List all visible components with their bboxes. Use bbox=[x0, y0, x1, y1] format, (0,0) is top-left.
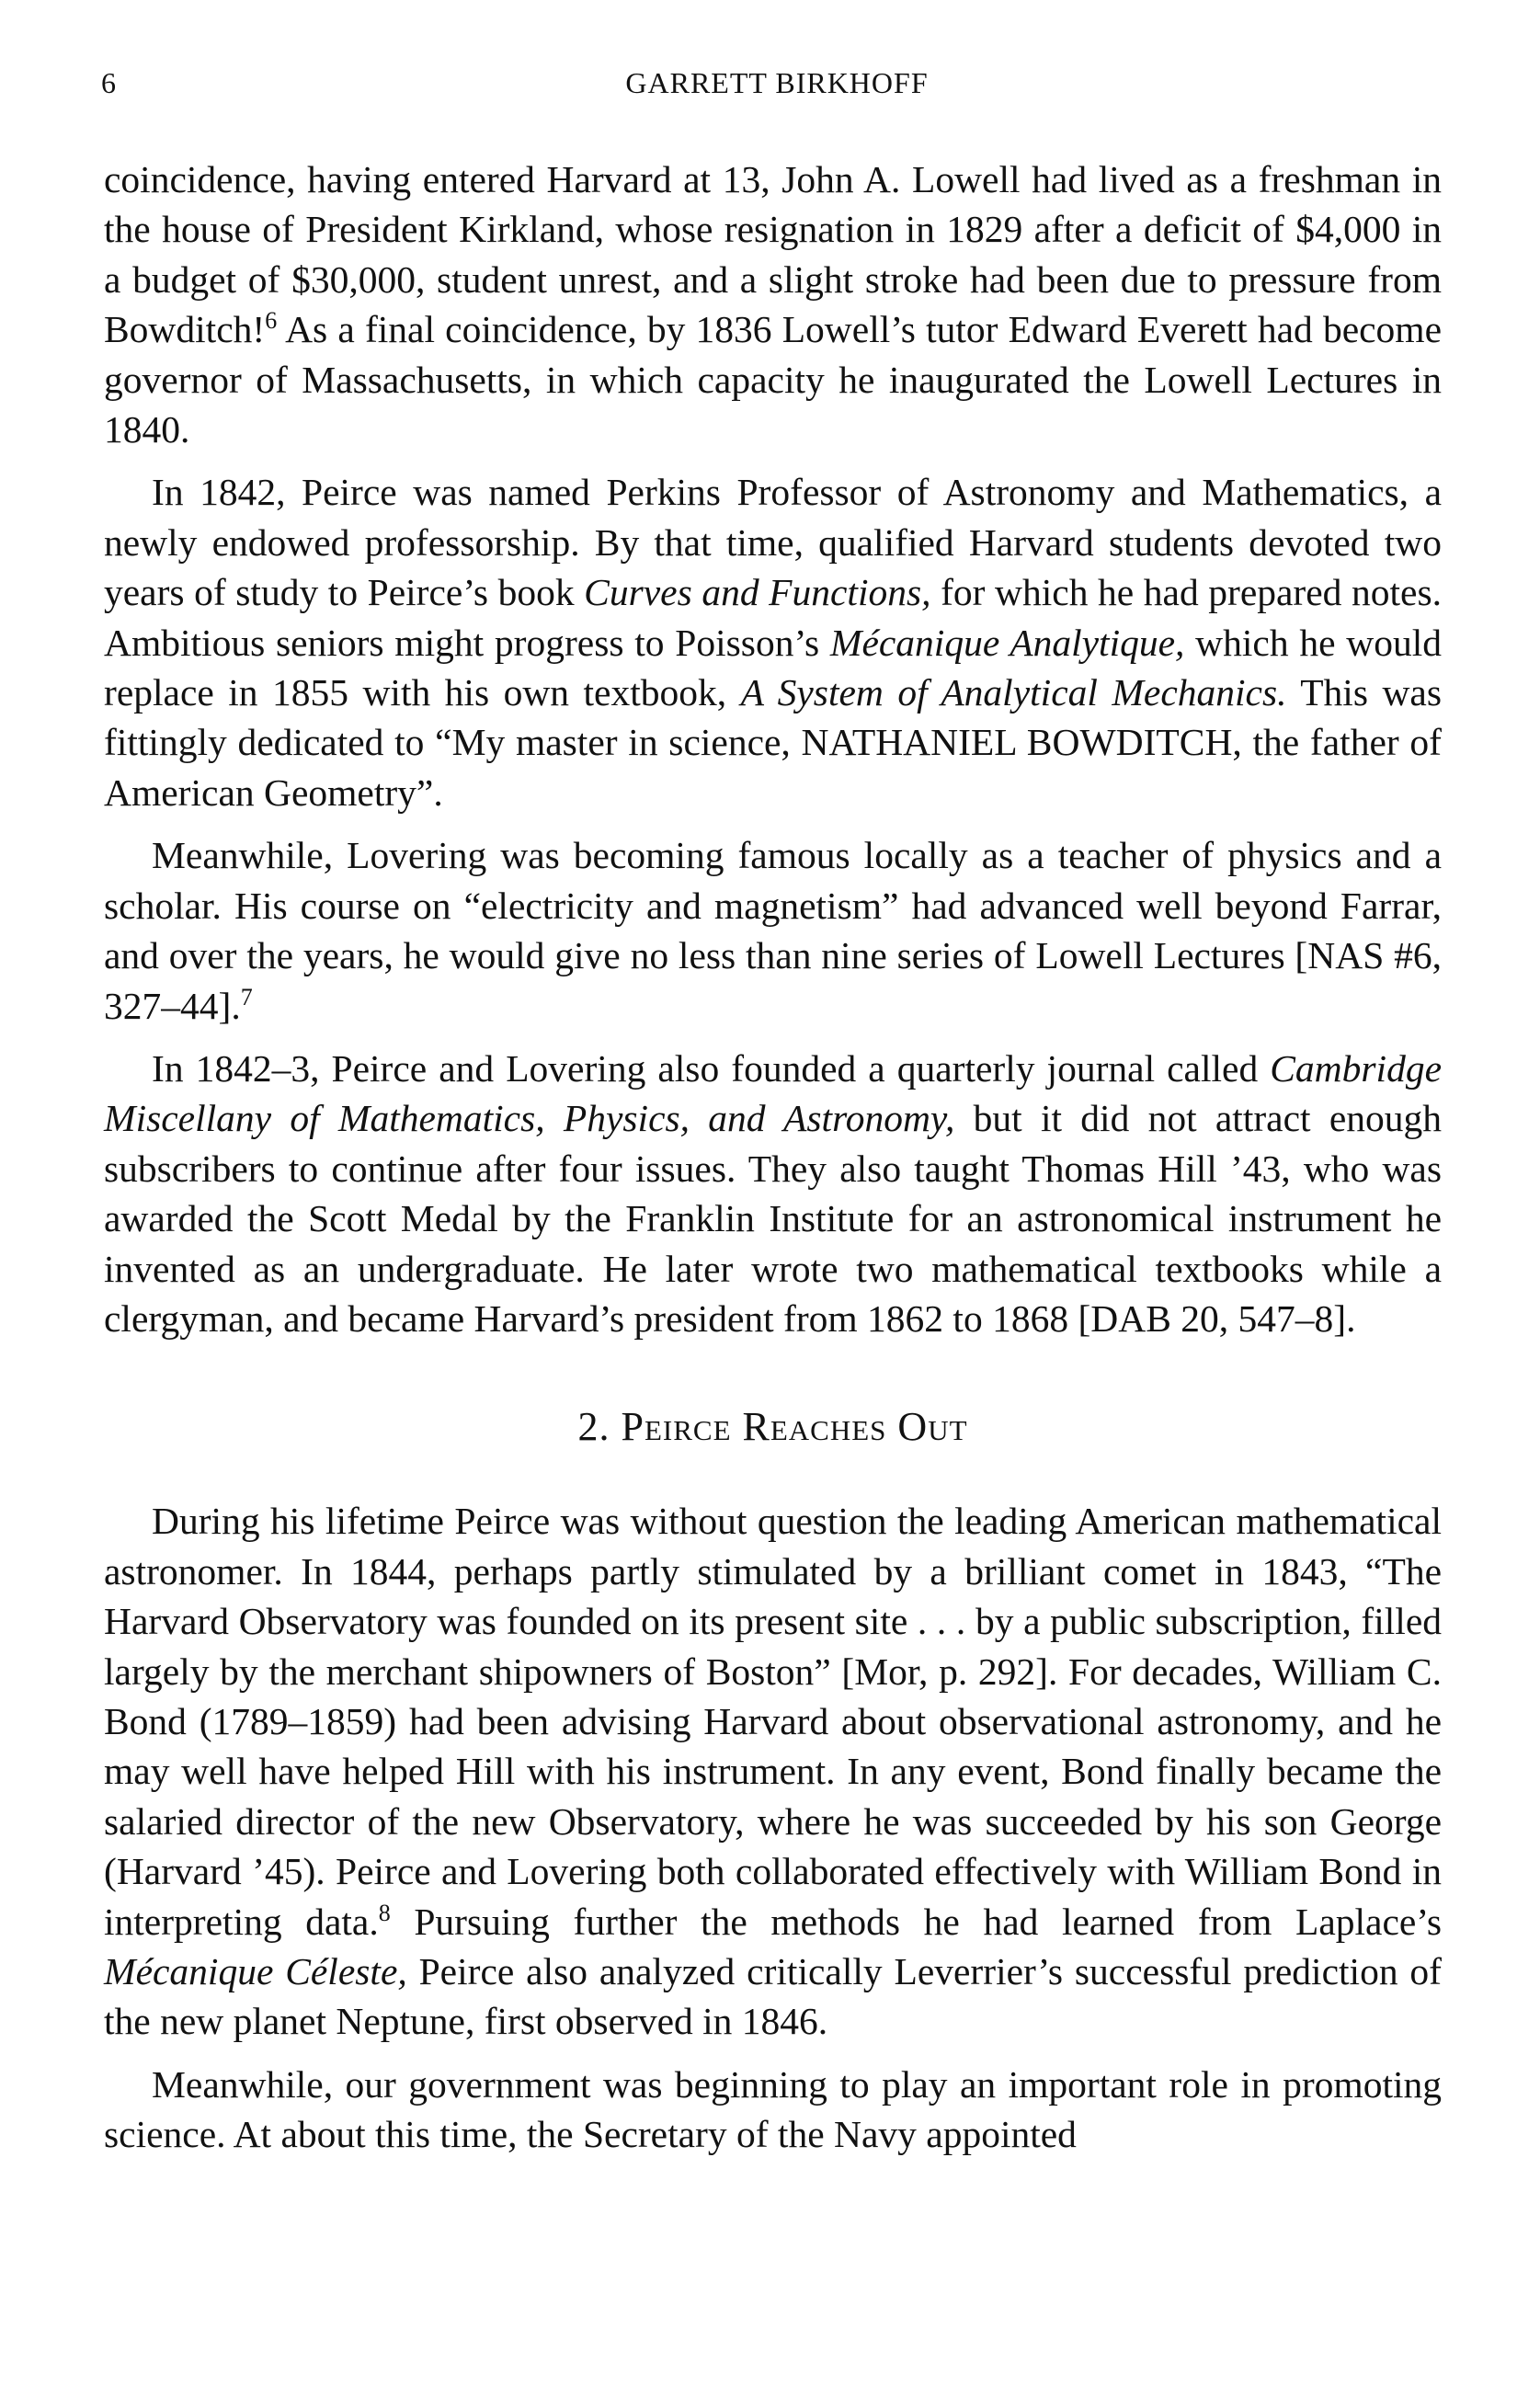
section-number: 2. bbox=[577, 1404, 610, 1450]
paragraph-2: In 1842, Peirce was named Perkins Professor of Astronomy and Mathematics, a newly endowed professorship. By that time, qualified Harvard students devoted two years of study to Peirce’s book Curves and Functions, for which he had prepared notes. Ambitious seniors might progress to Poisson’s Mécanique Analytique, which he would replace in 1855 with his own textbook, A System of Analytical Mechanics. This was fittingly dedicated to “My master in science, NATHANIEL BOWDITCH, the father of American Geometry”. bbox=[104, 471, 1442, 814]
footnote-ref-6[interactable]: 6 bbox=[265, 307, 278, 335]
paragraph-6: Meanwhile, our government was beginning to play an important role in promoting science. At about this time, the Secretary of the Navy appointed bbox=[104, 2062, 1442, 2156]
section-heading bbox=[104, 1402, 1442, 1452]
paragraph-3: Meanwhile, Lovering was becoming famous locally as a teacher of physics and a scholar. His course on “electricity and magnetism” had advanced well beyond Farrar, and over the years, he would give no less than nine series of Lowell Lectures [NAS #6, 327–44].$^7$ bbox=[104, 834, 1442, 1027]
running-title: GARRETT BIRKHOFF bbox=[625, 66, 929, 99]
paragraph-5: During his lifetime Peirce was without question the leading American mathematical astronomer. In 1844, perhaps partly stimulated by a brilliant comet in 1843, “The Harvard Observatory was founded on its present site . . . by a public subscription, filled largely by the merchant shipowners of Boston” [Mor, p. 292]. For decades, William C. Bond (1789–1859) had been advising Harvard about observational astronomy, and he may well have helped Hill with his instrument. In any event, Bond finally became the salaried director of the new Observatory, where he was succeeded by his son George (Harvard ’45). Peirce and Lovering both collaborated effectively with William Bond in interpreting data.$^8$ Pursuing further the methods he had learned from Laplace’s Mécanique Céleste, Peirce also analyzed critically Leverrier’s successful prediction of the new planet Neptune, first observed in 1846. bbox=[104, 1500, 1442, 2043]
footnote-ref-7[interactable]: 7 bbox=[240, 983, 253, 1010]
journal-title: Cambridge Miscellany of Mathematics, Physics, and Astronomy, bbox=[104, 1046, 1442, 1140]
running-head bbox=[101, 66, 1453, 112]
book-title: A System of Analytical Mechanics. bbox=[740, 671, 1287, 714]
paragraph-1: coincidence, having entered Harvard at 13, John A. Lowell had lived as a freshman in the house of President Kirkland, whose resignation in 1829 after a deficit of $4,000 in a budget of $30,000, student unrest, and a slight stroke had been due to pressure from Bowditch!$^6$ As a final coincidence, by 1836 Lowell’s tutor Edward Everett had become governor of Massachusetts, in which capacity he inaugurated the Lowell Lectures in 1840. bbox=[104, 158, 1442, 451]
paragraph-4: In 1842–3, Peirce and Lovering also founded a quarterly journal called Cambridge Miscellany of Mathematics, Physics, and Astronomy, but it did not attract enough subscribers to continue after four issues. They also taught Thomas Hill ’43, who was awarded the Scott Medal by the Franklin Institute for an astronomical instrument he invented as an undergraduate. He later wrote two mathematical textbooks while a clergyman, and became Harvard’s president from 1862 to 1868 [DAB 20, 547–8]. bbox=[104, 1046, 1442, 1340]
page-number: 6 bbox=[101, 66, 116, 99]
book-title: Mécanique Analytique, bbox=[829, 621, 1185, 664]
book-title: Mécanique Céleste, bbox=[104, 1950, 407, 1992]
section-title: Peirce Reaches Out bbox=[621, 1404, 968, 1450]
body-text bbox=[104, 154, 1442, 2173]
footnote-ref-8[interactable]: 8 bbox=[378, 1899, 391, 1926]
book-title: Curves and Functions, bbox=[584, 571, 931, 614]
